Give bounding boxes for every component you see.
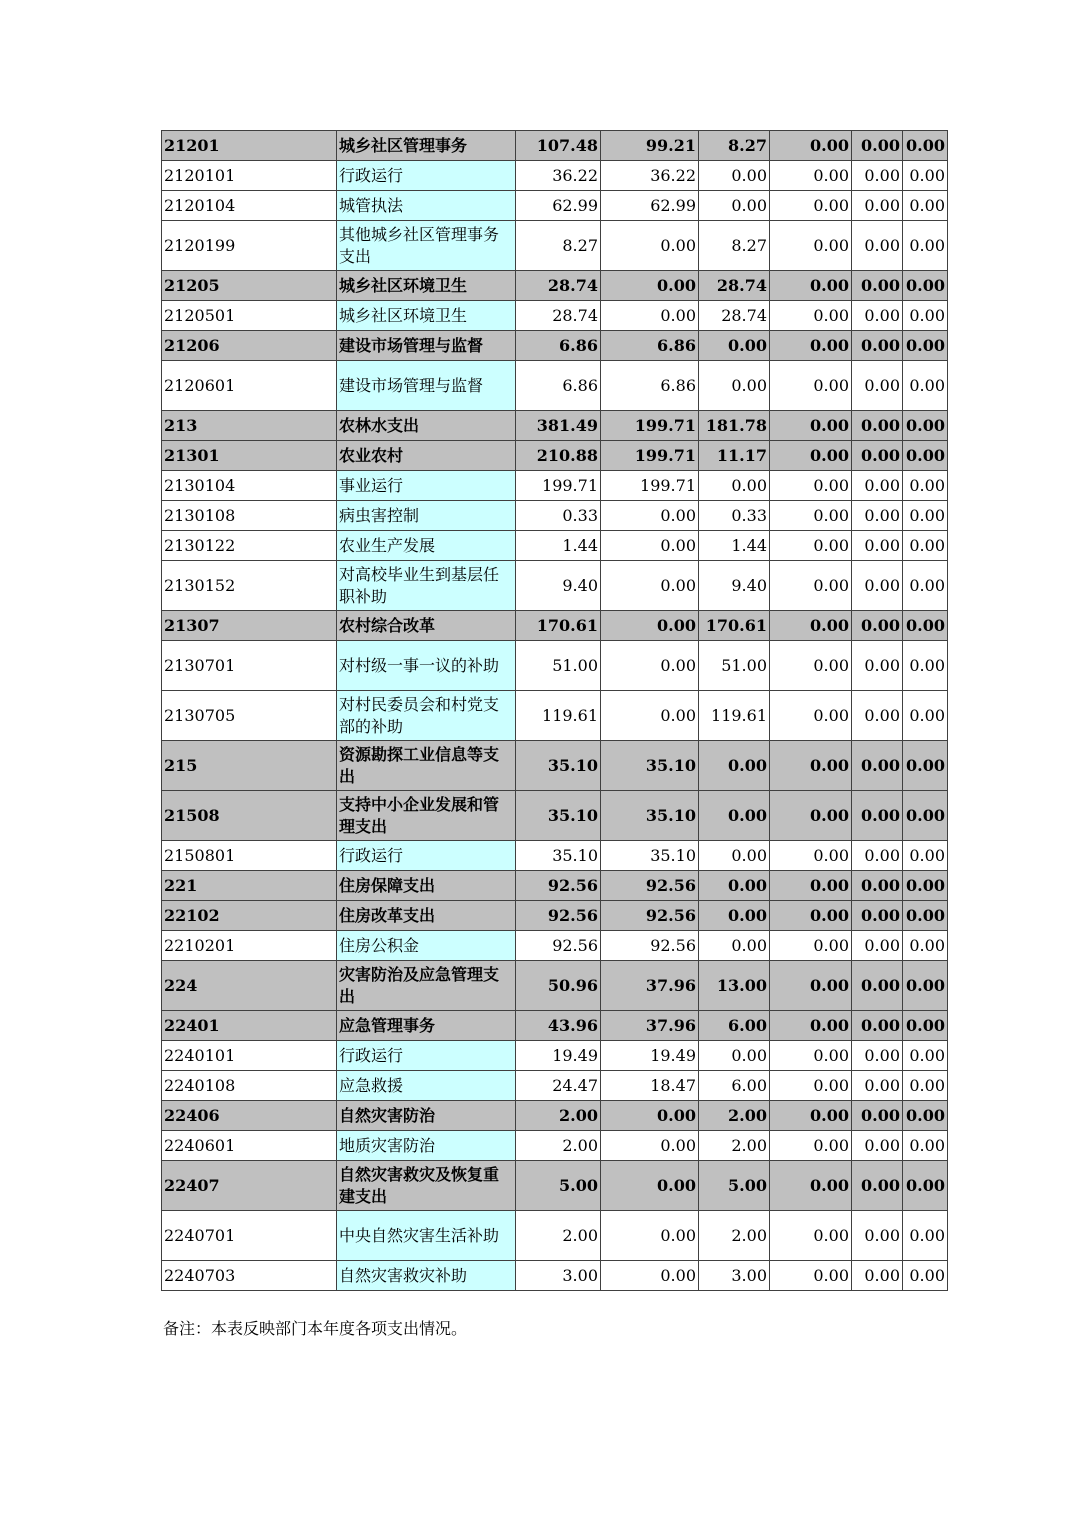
- code-cell: 2240601: [162, 1131, 337, 1161]
- total-cell: 6.86: [516, 361, 601, 411]
- code-cell: 21201: [162, 131, 337, 161]
- name-cell: 住房保障支出: [337, 871, 516, 901]
- table-body: [162, 131, 948, 1291]
- code-cell: 2130705: [162, 691, 337, 741]
- value-cell: 0.00: [903, 1131, 948, 1161]
- item-row: [162, 931, 948, 961]
- code-cell: 22102: [162, 901, 337, 931]
- item-row: [162, 641, 948, 691]
- total-cell: 35.10: [516, 741, 601, 791]
- value-cell: 0.00: [770, 871, 852, 901]
- project-cell: 8.27: [699, 131, 770, 161]
- basic-cell: 0.00: [601, 501, 699, 531]
- total-cell: 19.49: [516, 1041, 601, 1071]
- value-cell: 0.00: [770, 271, 852, 301]
- total-cell: 170.61: [516, 611, 601, 641]
- item-row: [162, 221, 948, 271]
- value-cell: 0.00: [903, 411, 948, 441]
- value-cell: 0.00: [852, 871, 903, 901]
- value-cell: 0.00: [770, 901, 852, 931]
- value-cell: 0.00: [852, 901, 903, 931]
- basic-cell: 0.00: [601, 611, 699, 641]
- name-cell: 建设市场管理与监督: [337, 331, 516, 361]
- value-cell: 0.00: [770, 1101, 852, 1131]
- basic-cell: 35.10: [601, 741, 699, 791]
- project-cell: 119.61: [699, 691, 770, 741]
- basic-cell: 92.56: [601, 871, 699, 901]
- value-cell: 0.00: [852, 1261, 903, 1291]
- value-cell: 0.00: [903, 871, 948, 901]
- project-cell: 0.33: [699, 501, 770, 531]
- value-cell: 0.00: [903, 611, 948, 641]
- value-cell: 0.00: [852, 301, 903, 331]
- code-cell: 224: [162, 961, 337, 1011]
- total-cell: 2.00: [516, 1101, 601, 1131]
- value-cell: 0.00: [770, 1071, 852, 1101]
- name-cell: 对村民委员会和村党支部的补助: [337, 691, 516, 741]
- total-cell: 43.96: [516, 1011, 601, 1041]
- value-cell: 0.00: [770, 961, 852, 1011]
- value-cell: 0.00: [770, 1261, 852, 1291]
- value-cell: 0.00: [852, 471, 903, 501]
- value-cell: 0.00: [903, 161, 948, 191]
- value-cell: 0.00: [852, 611, 903, 641]
- total-cell: 28.74: [516, 301, 601, 331]
- item-row: [162, 161, 948, 191]
- value-cell: 0.00: [852, 191, 903, 221]
- name-cell: 灾害防治及应急管理支出: [337, 961, 516, 1011]
- code-cell: 21307: [162, 611, 337, 641]
- code-cell: 221: [162, 871, 337, 901]
- total-cell: 92.56: [516, 871, 601, 901]
- basic-cell: 0.00: [601, 561, 699, 611]
- basic-cell: 0.00: [601, 1261, 699, 1291]
- value-cell: 0.00: [852, 1011, 903, 1041]
- total-cell: 36.22: [516, 161, 601, 191]
- name-cell: 自然灾害救灾及恢复重建支出: [337, 1161, 516, 1211]
- value-cell: 0.00: [852, 441, 903, 471]
- code-cell: 2120199: [162, 221, 337, 271]
- project-cell: 28.74: [699, 271, 770, 301]
- basic-cell: 37.96: [601, 961, 699, 1011]
- value-cell: 0.00: [852, 641, 903, 691]
- total-cell: 0.33: [516, 501, 601, 531]
- value-cell: 0.00: [852, 1101, 903, 1131]
- value-cell: 0.00: [852, 1131, 903, 1161]
- total-cell: 8.27: [516, 221, 601, 271]
- code-cell: 2120104: [162, 191, 337, 221]
- category-row: [162, 131, 948, 161]
- category-row: [162, 901, 948, 931]
- item-row: [162, 1131, 948, 1161]
- item-row: [162, 691, 948, 741]
- basic-cell: 92.56: [601, 931, 699, 961]
- code-cell: 2120501: [162, 301, 337, 331]
- code-cell: 22406: [162, 1101, 337, 1131]
- name-cell: 城管执法: [337, 191, 516, 221]
- value-cell: 0.00: [903, 931, 948, 961]
- basic-cell: 0.00: [601, 271, 699, 301]
- project-cell: 9.40: [699, 561, 770, 611]
- name-cell: 病虫害控制: [337, 501, 516, 531]
- value-cell: 0.00: [770, 471, 852, 501]
- value-cell: 0.00: [770, 611, 852, 641]
- total-cell: 28.74: [516, 271, 601, 301]
- name-cell: 对村级一事一议的补助: [337, 641, 516, 691]
- value-cell: 0.00: [852, 1211, 903, 1261]
- value-cell: 0.00: [903, 271, 948, 301]
- name-cell: 行政运行: [337, 841, 516, 871]
- name-cell: 应急救援: [337, 1071, 516, 1101]
- value-cell: 0.00: [852, 791, 903, 841]
- project-cell: 2.00: [699, 1101, 770, 1131]
- name-cell: 其他城乡社区管理事务支出: [337, 221, 516, 271]
- name-cell: 城乡社区管理事务: [337, 131, 516, 161]
- code-cell: 2210201: [162, 931, 337, 961]
- value-cell: 0.00: [852, 271, 903, 301]
- total-cell: 24.47: [516, 1071, 601, 1101]
- total-cell: 9.40: [516, 561, 601, 611]
- value-cell: 0.00: [903, 841, 948, 871]
- name-cell: 建设市场管理与监督: [337, 361, 516, 411]
- code-cell: 2120101: [162, 161, 337, 191]
- category-row: [162, 871, 948, 901]
- value-cell: 0.00: [770, 791, 852, 841]
- value-cell: 0.00: [903, 331, 948, 361]
- value-cell: 0.00: [852, 691, 903, 741]
- project-cell: 6.00: [699, 1011, 770, 1041]
- total-cell: 381.49: [516, 411, 601, 441]
- value-cell: 0.00: [770, 741, 852, 791]
- value-cell: 0.00: [903, 561, 948, 611]
- project-cell: 2.00: [699, 1211, 770, 1261]
- value-cell: 0.00: [852, 131, 903, 161]
- value-cell: 0.00: [770, 1041, 852, 1071]
- total-cell: 2.00: [516, 1211, 601, 1261]
- value-cell: 0.00: [770, 1011, 852, 1041]
- item-row: [162, 841, 948, 871]
- value-cell: 0.00: [852, 961, 903, 1011]
- basic-cell: 6.86: [601, 331, 699, 361]
- project-cell: 0.00: [699, 361, 770, 411]
- total-cell: 62.99: [516, 191, 601, 221]
- project-cell: 0.00: [699, 841, 770, 871]
- value-cell: 0.00: [770, 301, 852, 331]
- value-cell: 0.00: [770, 441, 852, 471]
- name-cell: 支持中小企业发展和管理支出: [337, 791, 516, 841]
- basic-cell: 0.00: [601, 221, 699, 271]
- code-cell: 213: [162, 411, 337, 441]
- code-cell: 21206: [162, 331, 337, 361]
- name-cell: 住房公积金: [337, 931, 516, 961]
- category-row: [162, 611, 948, 641]
- value-cell: 0.00: [903, 1161, 948, 1211]
- table-remark: 备注：本表反映部门本年度各项支出情况。: [163, 1319, 468, 1338]
- value-cell: 0.00: [770, 641, 852, 691]
- value-cell: 0.00: [770, 931, 852, 961]
- value-cell: 0.00: [770, 191, 852, 221]
- value-cell: 0.00: [852, 1071, 903, 1101]
- value-cell: 0.00: [903, 531, 948, 561]
- value-cell: 0.00: [903, 691, 948, 741]
- name-cell: 行政运行: [337, 1041, 516, 1071]
- total-cell: 35.10: [516, 841, 601, 871]
- code-cell: 22401: [162, 1011, 337, 1041]
- item-row: [162, 1071, 948, 1101]
- value-cell: 0.00: [903, 361, 948, 411]
- value-cell: 0.00: [852, 361, 903, 411]
- value-cell: 0.00: [852, 1161, 903, 1211]
- basic-cell: 62.99: [601, 191, 699, 221]
- category-row: [162, 411, 948, 441]
- name-cell: 行政运行: [337, 161, 516, 191]
- basic-cell: 99.21: [601, 131, 699, 161]
- basic-cell: 0.00: [601, 641, 699, 691]
- value-cell: 0.00: [903, 221, 948, 271]
- value-cell: 0.00: [852, 411, 903, 441]
- total-cell: 35.10: [516, 791, 601, 841]
- project-cell: 0.00: [699, 791, 770, 841]
- basic-cell: 92.56: [601, 901, 699, 931]
- basic-cell: 37.96: [601, 1011, 699, 1041]
- item-row: [162, 191, 948, 221]
- category-row: [162, 1161, 948, 1211]
- category-row: [162, 961, 948, 1011]
- category-row: [162, 271, 948, 301]
- value-cell: 0.00: [903, 471, 948, 501]
- name-cell: 城乡社区环境卫生: [337, 271, 516, 301]
- value-cell: 0.00: [852, 561, 903, 611]
- value-cell: 0.00: [903, 901, 948, 931]
- name-cell: 自然灾害救灾补助: [337, 1261, 516, 1291]
- value-cell: 0.00: [903, 1261, 948, 1291]
- code-cell: 2130108: [162, 501, 337, 531]
- total-cell: 210.88: [516, 441, 601, 471]
- basic-cell: 199.71: [601, 411, 699, 441]
- item-row: [162, 531, 948, 561]
- value-cell: 0.00: [770, 531, 852, 561]
- project-cell: 28.74: [699, 301, 770, 331]
- name-cell: 事业运行: [337, 471, 516, 501]
- item-row: [162, 1041, 948, 1071]
- basic-cell: 0.00: [601, 1131, 699, 1161]
- basic-cell: 19.49: [601, 1041, 699, 1071]
- value-cell: 0.00: [852, 931, 903, 961]
- value-cell: 0.00: [770, 1161, 852, 1211]
- value-cell: 0.00: [770, 411, 852, 441]
- project-cell: 2.00: [699, 1131, 770, 1161]
- project-cell: 0.00: [699, 931, 770, 961]
- value-cell: 0.00: [770, 331, 852, 361]
- name-cell: 自然灾害防治: [337, 1101, 516, 1131]
- code-cell: 215: [162, 741, 337, 791]
- project-cell: 0.00: [699, 161, 770, 191]
- value-cell: 0.00: [903, 791, 948, 841]
- value-cell: 0.00: [903, 1211, 948, 1261]
- basic-cell: 35.10: [601, 841, 699, 871]
- basic-cell: 199.71: [601, 471, 699, 501]
- project-cell: 170.61: [699, 611, 770, 641]
- name-cell: 中央自然灾害生活补助: [337, 1211, 516, 1261]
- total-cell: 5.00: [516, 1161, 601, 1211]
- total-cell: 3.00: [516, 1261, 601, 1291]
- value-cell: 0.00: [903, 1041, 948, 1071]
- project-cell: 0.00: [699, 901, 770, 931]
- project-cell: 0.00: [699, 1041, 770, 1071]
- total-cell: 199.71: [516, 471, 601, 501]
- code-cell: 21301: [162, 441, 337, 471]
- value-cell: 0.00: [770, 841, 852, 871]
- project-cell: 0.00: [699, 331, 770, 361]
- value-cell: 0.00: [903, 301, 948, 331]
- name-cell: 对高校毕业生到基层任职补助: [337, 561, 516, 611]
- category-row: [162, 1101, 948, 1131]
- total-cell: 2.00: [516, 1131, 601, 1161]
- name-cell: 应急管理事务: [337, 1011, 516, 1041]
- code-cell: 2120601: [162, 361, 337, 411]
- name-cell: 农业农村: [337, 441, 516, 471]
- value-cell: 0.00: [852, 841, 903, 871]
- project-cell: 13.00: [699, 961, 770, 1011]
- basic-cell: 0.00: [601, 1101, 699, 1131]
- basic-cell: 0.00: [601, 301, 699, 331]
- total-cell: 1.44: [516, 531, 601, 561]
- item-row: [162, 1211, 948, 1261]
- value-cell: 0.00: [903, 1101, 948, 1131]
- value-cell: 0.00: [770, 221, 852, 271]
- category-row: [162, 741, 948, 791]
- code-cell: 21205: [162, 271, 337, 301]
- code-cell: 2130104: [162, 471, 337, 501]
- value-cell: 0.00: [903, 441, 948, 471]
- code-cell: 2240703: [162, 1261, 337, 1291]
- code-cell: 2130701: [162, 641, 337, 691]
- basic-cell: 0.00: [601, 531, 699, 561]
- basic-cell: 36.22: [601, 161, 699, 191]
- value-cell: 0.00: [852, 501, 903, 531]
- value-cell: 0.00: [903, 1071, 948, 1101]
- code-cell: 21508: [162, 791, 337, 841]
- value-cell: 0.00: [852, 741, 903, 791]
- total-cell: 6.86: [516, 331, 601, 361]
- name-cell: 资源勘探工业信息等支出: [337, 741, 516, 791]
- value-cell: 0.00: [770, 161, 852, 191]
- project-cell: 51.00: [699, 641, 770, 691]
- value-cell: 0.00: [903, 1011, 948, 1041]
- item-row: [162, 561, 948, 611]
- category-row: [162, 441, 948, 471]
- value-cell: 0.00: [903, 641, 948, 691]
- project-cell: 3.00: [699, 1261, 770, 1291]
- project-cell: 6.00: [699, 1071, 770, 1101]
- value-cell: 0.00: [852, 331, 903, 361]
- basic-cell: 35.10: [601, 791, 699, 841]
- code-cell: 2130122: [162, 531, 337, 561]
- basic-cell: 199.71: [601, 441, 699, 471]
- total-cell: 92.56: [516, 931, 601, 961]
- value-cell: 0.00: [770, 361, 852, 411]
- value-cell: 0.00: [770, 131, 852, 161]
- value-cell: 0.00: [852, 1041, 903, 1071]
- name-cell: 农业生产发展: [337, 531, 516, 561]
- project-cell: 1.44: [699, 531, 770, 561]
- item-row: [162, 501, 948, 531]
- basic-cell: 0.00: [601, 1211, 699, 1261]
- total-cell: 92.56: [516, 901, 601, 931]
- value-cell: 0.00: [770, 1211, 852, 1261]
- basic-cell: 0.00: [601, 1161, 699, 1211]
- project-cell: 0.00: [699, 871, 770, 901]
- name-cell: 农林水支出: [337, 411, 516, 441]
- project-cell: 0.00: [699, 741, 770, 791]
- total-cell: 107.48: [516, 131, 601, 161]
- code-cell: 2150801: [162, 841, 337, 871]
- project-cell: 5.00: [699, 1161, 770, 1211]
- code-cell: 2240108: [162, 1071, 337, 1101]
- value-cell: 0.00: [770, 501, 852, 531]
- value-cell: 0.00: [852, 221, 903, 271]
- category-row: [162, 331, 948, 361]
- expenditure-table: [161, 130, 948, 1291]
- code-cell: 2240701: [162, 1211, 337, 1261]
- item-row: [162, 471, 948, 501]
- item-row: [162, 1261, 948, 1291]
- category-row: [162, 1011, 948, 1041]
- basic-cell: 18.47: [601, 1071, 699, 1101]
- name-cell: 住房改革支出: [337, 901, 516, 931]
- item-row: [162, 361, 948, 411]
- basic-cell: 6.86: [601, 361, 699, 411]
- project-cell: 181.78: [699, 411, 770, 441]
- value-cell: 0.00: [770, 561, 852, 611]
- code-cell: 2240101: [162, 1041, 337, 1071]
- item-row: [162, 301, 948, 331]
- value-cell: 0.00: [903, 131, 948, 161]
- code-cell: 22407: [162, 1161, 337, 1211]
- value-cell: 0.00: [903, 741, 948, 791]
- project-cell: 0.00: [699, 191, 770, 221]
- total-cell: 119.61: [516, 691, 601, 741]
- name-cell: 地质灾害防治: [337, 1131, 516, 1161]
- basic-cell: 0.00: [601, 691, 699, 741]
- project-cell: 0.00: [699, 471, 770, 501]
- name-cell: 城乡社区环境卫生: [337, 301, 516, 331]
- value-cell: 0.00: [903, 961, 948, 1011]
- total-cell: 51.00: [516, 641, 601, 691]
- value-cell: 0.00: [770, 1131, 852, 1161]
- category-row: [162, 791, 948, 841]
- project-cell: 11.17: [699, 441, 770, 471]
- value-cell: 0.00: [903, 191, 948, 221]
- value-cell: 0.00: [770, 691, 852, 741]
- value-cell: 0.00: [852, 161, 903, 191]
- project-cell: 8.27: [699, 221, 770, 271]
- value-cell: 0.00: [852, 531, 903, 561]
- code-cell: 2130152: [162, 561, 337, 611]
- value-cell: 0.00: [903, 501, 948, 531]
- name-cell: 农村综合改革: [337, 611, 516, 641]
- total-cell: 50.96: [516, 961, 601, 1011]
